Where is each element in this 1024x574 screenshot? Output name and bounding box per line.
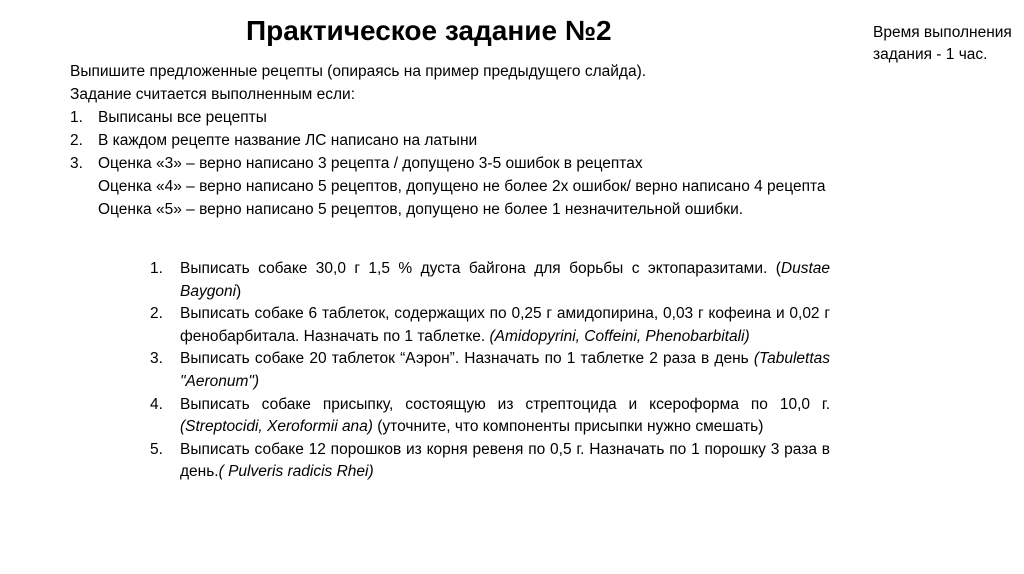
prescription-item — [150, 258, 830, 303]
criteria-number: 1. — [70, 109, 83, 126]
task-intro — [70, 60, 870, 221]
prescription-number: 4. — [150, 395, 163, 413]
criteria-list — [70, 106, 870, 221]
latin-name: (Streptocidi, Xeroformii ana) — [180, 418, 373, 436]
criteria-text: В каждом рецепте название ЛС написано на латыни — [98, 132, 478, 149]
prescription-list — [150, 258, 830, 484]
latin-name: (Tabulettas "Aeronum") — [180, 350, 830, 390]
prescription-note: (уточните, что компоненты присыпки нужно смешать) — [372, 418, 764, 436]
prescription-text: Выписать собаке 6 таблеток, содержащих по 0,25 г амидопирина, 0,03 г кофеина и 0,02 г фенобарбитала. Назначать по 1 таблетке. — [180, 305, 830, 345]
latin-name: (Amidopyrini, Coffeini, Phenobarbitali) — [489, 327, 750, 345]
prescription-item — [150, 348, 830, 393]
criteria-item — [70, 152, 870, 221]
criteria-text: Оценка «3» – верно написано 3 рецепта / допущено 3-5 ошибок в рецептах — [98, 155, 643, 172]
slide-title: Практическое задание №2 — [246, 15, 612, 46]
prescription-item — [150, 394, 830, 439]
time-note: Время выполнения задания - 1 час. — [873, 24, 1012, 63]
criteria-number: 2. — [70, 132, 83, 149]
criteria-subtext: Оценка «5» – верно написано 5 рецептов, допущено не более 1 незначительной ошибки. — [98, 201, 744, 218]
criteria-item — [70, 129, 870, 152]
prescription-item — [150, 439, 830, 484]
latin-suffix: ) — [236, 282, 242, 300]
latin-prefix: ( — [775, 260, 781, 277]
criteria-subtext: Оценка «4» – верно написано 5 рецептов, допущено не более 2х ошибок/ верно написано 4 рецепта — [98, 178, 826, 195]
criteria-text: Выписаны все рецепты — [98, 109, 267, 126]
prescription-text: Выписать собаке присыпку, состоящую из стрептоцида и ксероформа по 10,0 г. — [180, 395, 830, 413]
prescription-number: 3. — [150, 350, 163, 368]
prescription-text: Выписать собаке 12 порошков из корня ревеня по 0,5 г. Назначать по 1 порошку 3 раза в день. — [180, 440, 830, 481]
criteria-item — [70, 106, 870, 129]
prescription-number: 5. — [150, 440, 163, 458]
prescription-number: 1. — [150, 260, 163, 277]
criteria-number: 3. — [70, 155, 83, 172]
prescription-item — [150, 303, 830, 348]
intro-line-2: Задание считается выполненным если: — [70, 86, 356, 103]
latin-name: Dustae Baygoni — [180, 260, 830, 300]
intro-line-1: Выпишите предложенные рецепты (опираясь на пример предыдущего слайда). — [70, 63, 647, 80]
prescription-text: Выписать собаке 30,0 г 1,5 % дуста байгона для борьбы с эктопаразитами. — [180, 260, 768, 277]
prescription-number: 2. — [150, 305, 163, 323]
prescription-text: Выписать собаке 20 таблеток “Аэрон”. Назначать по 1 таблетке 2 раза в день — [180, 350, 749, 368]
latin-name: ( Pulveris radicis Rhei) — [218, 463, 374, 481]
